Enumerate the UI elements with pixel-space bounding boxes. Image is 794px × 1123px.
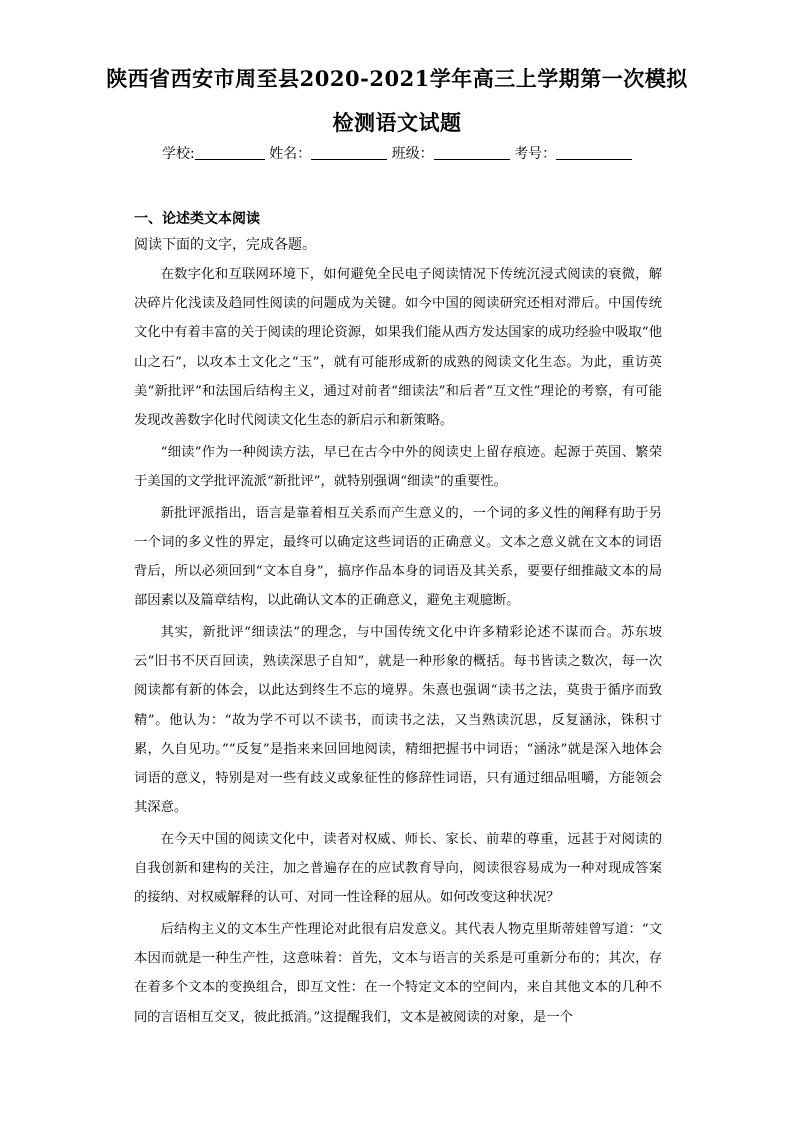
passage-paragraph-6: 后结构主义的文本生产性理论对此很有启发意义。其代表人物克里斯蒂娃曾写道：“文本因而就是一种生产性，这意味着：首先，文本与语言的关系是可重新分布的；其次，存在着多个文本的变换组合，即互文性：在一个特定文本的空间内，来自其他文本的几种不同的言语相互交叉，彼此抵消。”这提醒我们，文本是被阅读的对象，是一个	[134, 921, 662, 1025]
student-info-row	[162, 144, 632, 164]
document-title-line-1: 陕西省西安市周至县2020-2021学年高三上学期第一次模拟	[106, 66, 688, 91]
school-blank	[195, 145, 265, 160]
name-label: 姓名：	[269, 146, 312, 162]
school-label: 学校:	[162, 146, 195, 162]
name-blank	[311, 145, 387, 160]
passage-paragraph-1: 在数字化和互联网环境下，如何避免全民电子阅读情况下传统沉浸式阅读的衰微，解决碎片化浅读及趋同性阅读的问题成为关键。如今中国的阅读研究还相对滞后。中国传统文化中有着丰富的关于阅读的理论资源，如果我们能从西方发达国家的成功经验中吸取“他山之石”，以攻本土文化之“玉”，就有可能形成新的成熟的阅读文化生态。为此，重访英美“新批评”和法国后结构主义，通过对前者“细读法”和后者“互文性”理论的考察，有可能发现改善数字化时代阅读文化生态的新启示和新策略。	[134, 267, 662, 429]
class-blank	[434, 145, 510, 160]
passage-paragraph-5: 在今天中国的阅读文化中，读者对权威、师长、家长、前辈的尊重，远甚于对阅读的自我创新和建构的关注，加之普遍存在的应试教育导向，阅读很容易成为一种对现成答案的接纳、对权威解释的认可、对同一性诠释的屈从。如何改变这种状况？	[134, 831, 662, 906]
passage-paragraph-2: “细读”作为一种阅读方法，早已在古今中外的阅读史上留存痕迹。起源于英国、繁荣于美国的文学批评流派“新批评”，就特别强调“细读”的重要性。	[134, 444, 662, 489]
section-heading: 一、论述类文本阅读	[134, 211, 260, 227]
passage-paragraph-3: 新批评派指出，语言是靠着相互关系而产生意义的，一个词的多义性的阐释有助于另一个词的多义性的界定，最终可以确定这些词语的正确意义。文本之意义就在文本的词语背后，所以必须回到“文本自身”，搞序作品本身的词语及其关系，要要仔细推敲文本的局部因素以及篇章结构，以此确认文本的正确意义，避免主观臆断。	[134, 505, 662, 609]
reading-passage	[134, 260, 662, 1032]
exam-no-blank	[556, 145, 632, 160]
passage-paragraph-4: 其实，新批评“细读法”的理念，与中国传统文化中许多精彩论述不谋而合。苏东坡云“旧书不厌百回读，熟读深思子自知”，就是一种形象的概括。每书皆读之数次，每一次阅读都有新的体会，以此达到终生不忘的境界。朱熹也强调“读书之法，莫贵于循序而致精”。他认为：“故为学不可以不读书，而读书之法，又当熟读沉思，反复涵泳，铢积寸累，久自见功。”“反复”是指来来回回地阅读，精细把握书中词语；“涵泳”就是深入地体会词语的意义，特别是对一些有歧义或象征性的修辞性词语，只有通过细品咀嚼，方能领会其深意。	[134, 624, 662, 816]
document-title-line-2: 检测语文试题	[332, 110, 462, 135]
section-instruction: 阅读下面的文字，完成各题。	[134, 237, 316, 253]
exam-no-label: 考号：	[514, 146, 557, 162]
class-label: 班级：	[391, 146, 434, 162]
